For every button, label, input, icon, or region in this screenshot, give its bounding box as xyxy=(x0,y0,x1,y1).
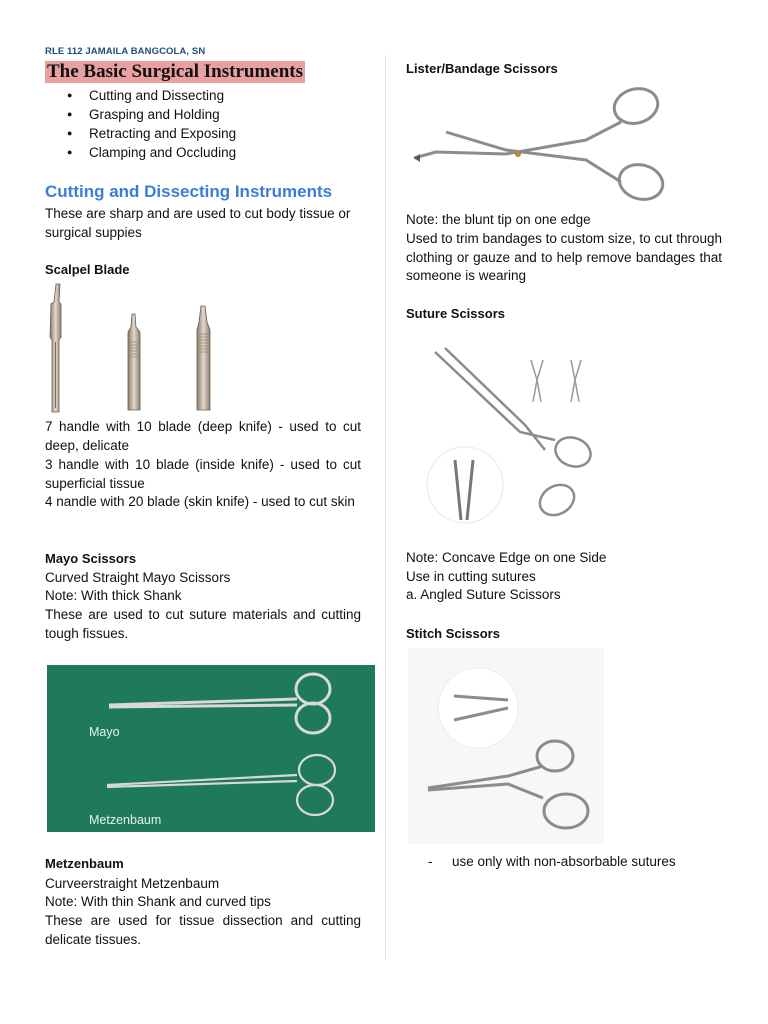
suture-note: Note: Concave Edge on one Side xyxy=(406,550,607,565)
suture-subtype: a. Angled Suture Scissors xyxy=(406,587,561,602)
scalpel-handle-4 xyxy=(197,306,210,410)
list-item: ● Grasping and Holding xyxy=(45,105,236,124)
mayo-line-3: These are used to cut suture materials and cutting tough fissues. xyxy=(45,607,361,641)
metzenbaum-line-2: Note: With thin Shank and curved tips xyxy=(45,894,271,909)
document-header: RLE 112 JAMAILA BANGCOLA, SN xyxy=(45,46,206,57)
photo-label-metzenbaum: Metzenbaum xyxy=(89,813,162,827)
suture-label: Suture Scissors xyxy=(406,306,505,321)
scalpel-label: Scalpel Blade xyxy=(45,262,130,277)
stitch-dash: - xyxy=(428,854,433,869)
scalpel-image xyxy=(42,282,232,416)
stitch-label: Stitch Scissors xyxy=(406,626,500,641)
scalpel-line-1: 7 handle with 10 blade (deep knife) - used to cut deep, delicate xyxy=(45,419,361,453)
suture-scissors-image xyxy=(425,340,625,535)
list-item: ● Cutting and Dissecting xyxy=(45,86,236,105)
section-heading: Cutting and Dissecting Instruments xyxy=(45,182,333,201)
lister-description: Used to trim bandages to custom size, to cut through clothing or gauze and to help remove bandages that someone is wearing xyxy=(406,231,722,283)
metzenbaum-line-1: Curveerstraight Metzenbaum xyxy=(45,876,220,891)
scalpel-line-3: 4 nandle with 20 blade (skin knife) - used to cut skin xyxy=(45,494,355,509)
mayo-label: Mayo Scissors xyxy=(45,551,137,566)
metzenbaum-label: Metzenbaum xyxy=(45,856,124,871)
mayo-scissors-image xyxy=(109,674,330,733)
scalpel-line-2: 3 handle with 10 blade (inside knife) - used to cut superficial tissue xyxy=(45,457,361,491)
scalpel-handle-7 xyxy=(50,284,61,412)
mayo-line-1: Curved Straight Mayo Scissors xyxy=(45,570,231,585)
metzenbaum-line-3: These are used for tissue dissection and cutting delicate tissues. xyxy=(45,913,361,947)
category-list xyxy=(45,86,236,162)
mayo-line-2: Note: With thick Shank xyxy=(45,588,182,603)
lister-label: Lister/Bandage Scissors xyxy=(406,61,558,76)
stitch-scissors-image xyxy=(408,648,604,844)
scalpel-handle-3 xyxy=(128,314,140,410)
section-intro: These are sharp and are used to cut body tissue or surgical suppies xyxy=(45,206,351,240)
page-title: The Basic Surgical Instruments xyxy=(47,61,303,82)
mayo-metzenbaum-photo xyxy=(47,665,375,832)
lister-note: Note: the blunt tip on one edge xyxy=(406,212,591,227)
stitch-bullet: use only with non-absorbable sutures xyxy=(452,854,676,869)
photo-label-mayo: Mayo xyxy=(89,725,120,739)
suture-use: Use in cutting sutures xyxy=(406,569,536,584)
column-divider xyxy=(385,55,386,960)
metzenbaum-scissors-image xyxy=(107,755,335,815)
list-item: ● Retracting and Exposing xyxy=(45,124,236,143)
list-item: ● Clamping and Occluding xyxy=(45,143,236,162)
lister-scissors-image xyxy=(406,82,676,207)
